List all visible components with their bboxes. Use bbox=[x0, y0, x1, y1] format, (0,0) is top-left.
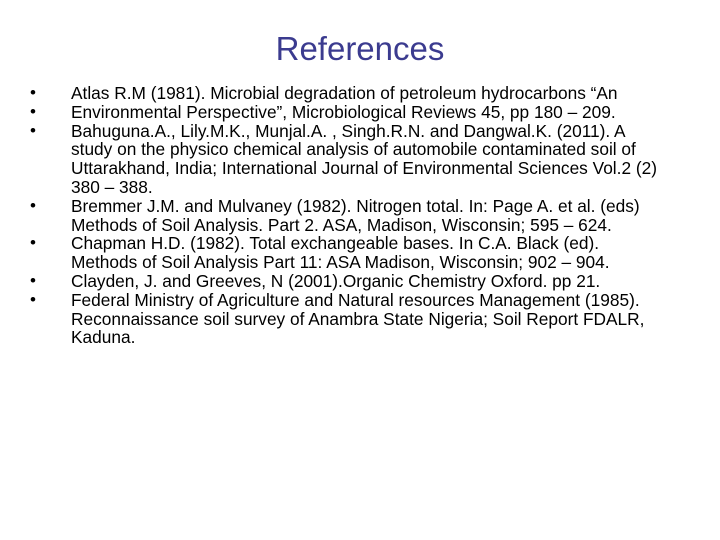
reference-text: Bremmer J.M. and Mulvaney (1982). Nitrogen total. In: Page A. et al. (eds) Methods of Soil Analysis. Part 2. ASA, Madison, Wisconsin; 595 – 624. bbox=[71, 195, 640, 235]
reference-text: Chapman H.D. (1982). Total exchangeable bases. In C.A. Black (ed). Methods of Soil Analysis Part 11: ASA Madison, Wisconsin; 902 – 904. bbox=[71, 233, 610, 273]
bullet-icon: • bbox=[30, 289, 36, 309]
reference-text: Atlas R.M (1981). Microbial degradation of petroleum hydrocarbons “An bbox=[71, 83, 618, 103]
reference-item bbox=[30, 84, 665, 103]
reference-text: Clayden, J. and Greeves, N (2001).Organic Chemistry Oxford. pp 21. bbox=[71, 270, 601, 291]
bullet-icon: • bbox=[30, 101, 36, 121]
reference-item bbox=[30, 103, 665, 122]
reference-item bbox=[30, 291, 665, 347]
reference-text: Environmental Perspective”, Microbiological Reviews 45, pp 180 – 209. bbox=[71, 101, 616, 122]
bullet-icon: • bbox=[30, 120, 36, 140]
bullet-icon: • bbox=[30, 195, 36, 215]
reference-list bbox=[30, 84, 665, 347]
reference-item bbox=[30, 197, 665, 235]
reference-text: Federal Ministry of Agriculture and Natural resources Management (1985). Reconnaissance soil survey of Anambra State Nigeria; Soil Report FDALR, Kaduna. bbox=[71, 289, 645, 348]
bullet-icon: • bbox=[30, 233, 36, 253]
bullet-icon: • bbox=[30, 270, 36, 290]
reference-item bbox=[30, 122, 665, 197]
bullet-icon: • bbox=[30, 83, 36, 102]
reference-item bbox=[30, 272, 665, 291]
slide-title: References bbox=[275, 30, 445, 67]
reference-text: Bahuguna.A., Lily.M.K., Munjal.A. , Singh.R.N. and Dangwal.K. (2011). A study on the physico chemical analysis of automobile contaminated soil of Uttarakhand, India; International Journal of Environmental Sciences Vol.2 (2) 380 – 388. bbox=[71, 120, 657, 197]
reference-item bbox=[30, 234, 665, 272]
